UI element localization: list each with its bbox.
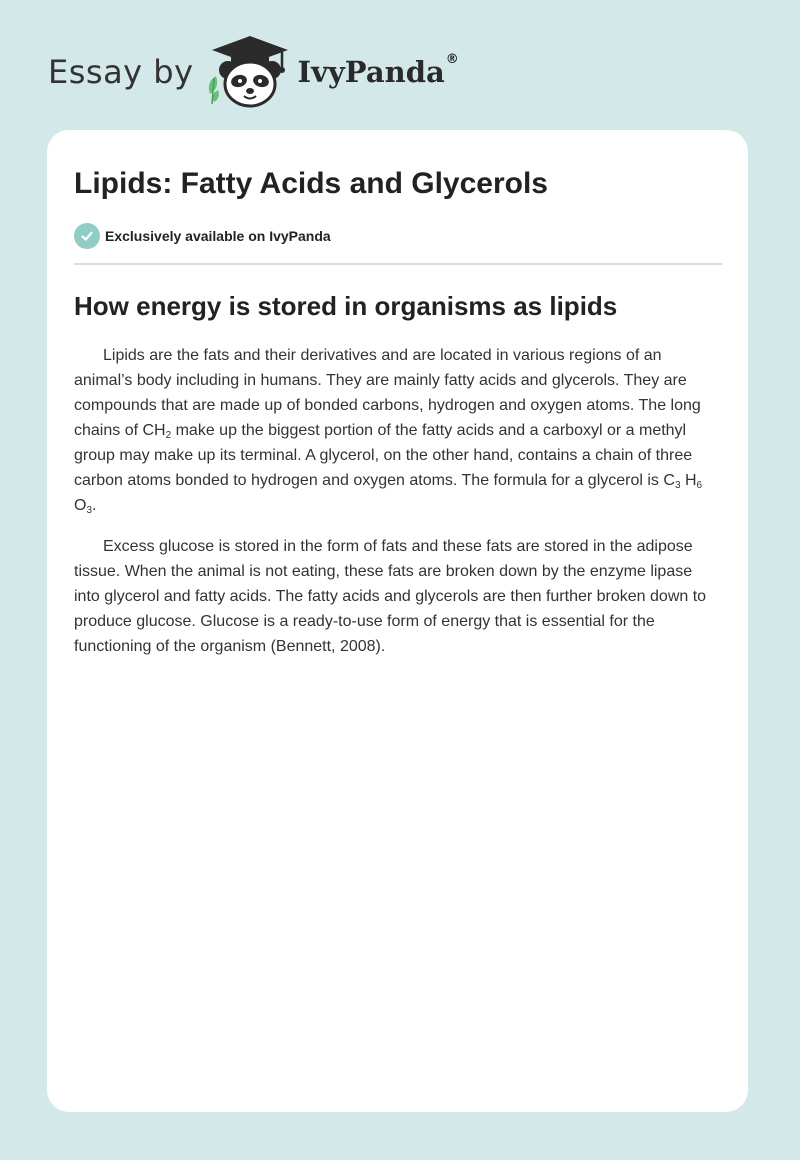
- exclusive-label: Exclusively available on IvyPanda: [105, 228, 331, 244]
- paragraph-1-end: .: [92, 497, 97, 514]
- essay-card: [47, 130, 748, 1112]
- o3-subscript: 3: [86, 505, 93, 516]
- paragraph-1: [74, 343, 722, 518]
- exclusive-badge: [74, 223, 722, 249]
- checkmark-icon: [74, 223, 100, 249]
- brand-prefix: Essay by: [48, 53, 194, 91]
- divider: [74, 263, 722, 265]
- paragraph-1-text-a: Lipids are the fats and their derivatives and are located in various regions of an animal’s body including in humans. They are mainly fatty acids and glycerols. They are compounds that are made up of bonded carbons, hydrogen and oxygen atoms. The long chains of CH: [74, 347, 701, 439]
- panda-logo-icon: [206, 32, 292, 113]
- paragraph-2: Excess glucose is stored in the form of fats and these fats are stored in the adipose tissue. When the animal is not eating, these fats are broken down by the enzyme lipase into glycerol and fatty acids. The fatty acids and glycerols are then further broken down to produce glucose. Glucose is a ready-to-use form of energy that is essential for the functioning of the organism (Bennett, 2008).: [74, 538, 707, 655]
- o-label: O: [74, 497, 87, 514]
- section-heading: How energy is stored in organisms as lipids: [74, 291, 618, 321]
- brand-name: IvyPanda: [297, 55, 445, 89]
- h6-subscript: 6: [696, 480, 703, 491]
- paragraph-1-text-b: make up the biggest portion of the fatty acids and a carboxyl or a methyl group may make up its terminal. A glycerol, on the other hand, contains a chain of three carbon atoms bonded to hydrogen and oxygen atoms. The formula for a glycerol is C: [74, 422, 693, 489]
- ch2-subscript: 2: [165, 430, 172, 441]
- registered-mark: ®: [445, 52, 459, 67]
- brand-header[interactable]: [48, 34, 459, 110]
- h-label: H: [680, 472, 697, 489]
- c3-subscript: 3: [674, 480, 681, 491]
- page-title: Lipids: Fatty Acids and Glycerols: [74, 167, 548, 200]
